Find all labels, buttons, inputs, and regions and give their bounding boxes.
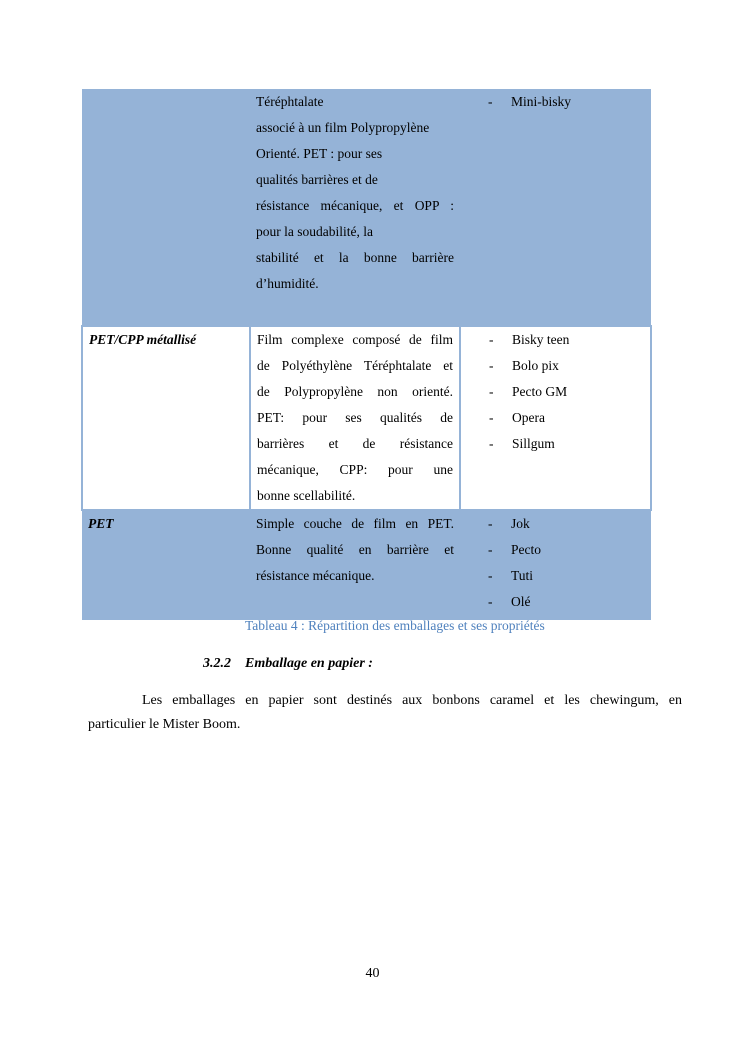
section-heading [203, 656, 373, 672]
description-line: stabilité et la bonne barrière [256, 250, 454, 265]
description-line: Film complexe composé de film [257, 332, 453, 347]
table-caption: Tableau 4 : Répartition des emballages et ses propriétés [245, 618, 545, 633]
description-line: qualités barrières et de [256, 172, 378, 187]
products-list [467, 327, 644, 457]
description-line: pour la soudabilité, la [256, 224, 373, 239]
description-line: Téréphtalate [256, 94, 324, 109]
description-line: bonne scellabilité. [257, 488, 356, 503]
description-line: associé à un film Polypropylène [256, 120, 430, 135]
description-line: résistance mécanique, et OPP : [256, 198, 454, 213]
body-paragraph [88, 689, 682, 737]
products-list [466, 511, 645, 615]
list-item: - Mini-bisky [488, 89, 645, 115]
description-line: barrières et de résistance [257, 436, 453, 451]
description-line: de Polyéthylène Téréphtalate et [257, 358, 453, 373]
description-line: Bonne qualité en barrière et [256, 542, 454, 557]
description-line: PET: pour ses qualités de [257, 410, 453, 425]
table-row [82, 89, 651, 326]
description-line: de Polypropylène non orienté. [257, 384, 453, 399]
list-item: - Bisky teen [489, 327, 644, 353]
paragraph-line: particulier le Mister Boom. [88, 717, 241, 732]
list-item: - Jok [488, 511, 645, 537]
products-cell [460, 89, 651, 326]
list-item: - Tuti [488, 563, 645, 589]
list-item: - Pecto GM [489, 379, 644, 405]
section-title: Emballage en papier : [245, 656, 373, 671]
table-row [82, 326, 651, 510]
section-number: 3.2.2 [203, 656, 231, 671]
description-cell [250, 510, 460, 620]
description-line: mécanique, CPP: pour une [257, 462, 453, 477]
products-cell [460, 510, 651, 620]
list-item: - Sillgum [489, 431, 644, 457]
page-number: 40 [365, 966, 380, 981]
description-line: Orienté. PET : pour ses [256, 146, 383, 161]
list-item: - Bolo pix [489, 353, 644, 379]
products-list [466, 89, 645, 115]
packaging-type-cell [82, 510, 250, 620]
description-line: résistance mécanique. [256, 568, 375, 583]
description-line: Simple couche de film en PET. [256, 516, 454, 531]
list-item: - Olé [488, 589, 645, 615]
list-item: - Pecto [488, 537, 645, 563]
products-cell [460, 326, 651, 510]
packaging-type-label: PET [88, 516, 114, 531]
packaging-table [81, 89, 652, 620]
packaging-type-cell [82, 326, 250, 510]
paragraph-line: Les emballages en papier sont destinés aux bonbons caramel et les chewingum, en [142, 693, 682, 708]
packaging-type-cell [82, 89, 250, 326]
description-line: d’humidité. [256, 276, 319, 291]
description-cell [250, 89, 460, 326]
packaging-type-label: PET/CPP métallisé [89, 332, 197, 347]
list-item: - Opera [489, 405, 644, 431]
table-row [82, 510, 651, 620]
description-cell [250, 326, 460, 510]
